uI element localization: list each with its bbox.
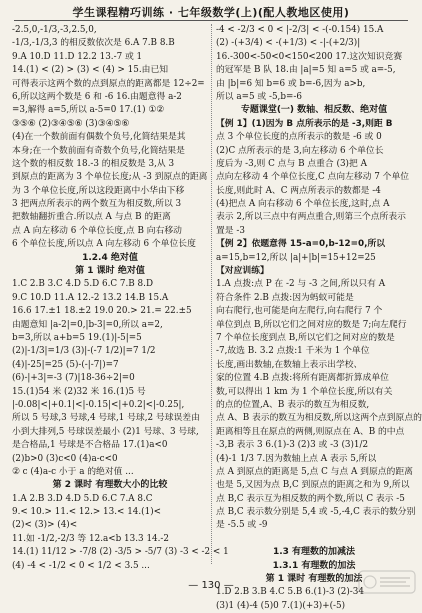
answer-line: 为 3 个单位长度,所以这段距离中小华由下移 <box>12 185 185 196</box>
answer-line: 9.< 10.> 11.< 12.> 13.< 14.(1)< <box>12 507 162 518</box>
answer-line: |-0.08|<|+0.1|<|-0.15|<|+0.2|<|-0.25|, <box>12 399 185 410</box>
answer-line: 【例 2】依题意得 15-a=0,b-12=0,所以 <box>216 239 386 250</box>
answer-line: 3 把两点所表示的两个数互为相反数,所以 3 <box>12 199 182 210</box>
answer-line: 的冠军是 B 队 18.由 |a|=5 知 a=5 或 a=-5, <box>216 65 396 76</box>
answer-line: -3,B 表示 3 6.(1)-3 (2)3 或 -3 (3)1/2 <box>216 440 369 451</box>
answer-line: 数,可以得出 1 km 为 1 个单位长度,所以有关 <box>216 386 393 397</box>
answer-line: 点 A 向左移动 6 个单位长度,点 B 向右移动 <box>12 225 182 236</box>
answer-line: 长度,画出数轴,在数轴上表示出学校、 <box>216 359 363 370</box>
answer-line: (6)-|+3|=-3 (7)|18-36÷2|=0 <box>12 373 135 384</box>
answer-line: 6,所以这两个数是 6 和 -6 16.由题意得 a-2 <box>12 91 182 102</box>
section-heading: 第 1 课时 绝对值 <box>75 266 145 277</box>
answer-line: -4 < -2/3 < 0 < |-2/3| < -(-0.154) 15.A <box>216 25 384 35</box>
answer-line: (2)< (3)> (4)< <box>12 520 78 531</box>
answer-line: 长度,则此时 A、C 两点所表示的数都是 -4 <box>216 185 381 196</box>
answer-line: 11.如 -1/2,-2/3 等 12.a<b 13.3 14.-2 <box>12 533 170 544</box>
answer-line: ② c (4)a-c 小于 a 的绝对值 ... <box>12 466 134 477</box>
column-divider <box>211 24 212 564</box>
section-heading: 第 1 课时 有理数的加法 <box>265 574 363 585</box>
answer-line: b=3,所以 a+b=5 19.(1)|-5|=5 <box>12 332 142 343</box>
answer-line: 点向左移动 4 个单位长度,C 点向左移动 7 个单位 <box>216 172 410 183</box>
left-column <box>12 24 229 571</box>
answer-line: (4)把点 A 向右移动 6 个单位长度,这时,点 A <box>216 199 390 210</box>
answer-line: 是 -5.5 或 -9 <box>216 520 268 531</box>
answer-line: 14.(1) < (2) > (3) < (4) > 15.由已知 <box>12 65 169 76</box>
answer-line: 由题意知 |a-2|=0,|b-3|=0,所以 a=2, <box>12 319 163 330</box>
answer-line: (2) -(+3/4) < -(+1/3) < -|-(+2/3)| <box>216 38 361 49</box>
answer-line: -2.5,0,-1/3,-3,2.5,0, <box>12 25 97 35</box>
answer-line: 点 3 个单位长度的点所表示的数是 -6 或 0 <box>216 132 382 143</box>
answer-line: 点 B,C 表示数分别是 5,4 或 -5,-4,C 表示的数分别 <box>216 507 416 518</box>
answer-line: 点 A 到原点的距离是 5,点 C 与点 A 到原点的距离 <box>216 466 413 477</box>
answer-line: 9.C 10.D 11.A 12.-2 13.2 14.B 15.A <box>12 292 169 303</box>
answer-line: 1.A 2.B 3.D 4.D 5.D 6.C 7.A 8.C <box>12 493 153 504</box>
answer-line: 可得表示这两个数的点到原点的距离都是 12÷2= <box>12 78 205 89</box>
answer-line: 【对应训练】 <box>216 266 269 277</box>
answer-line: 16.6 17.±1 18.±2 19.0 20.> 21.= 22.±5 <box>12 306 192 317</box>
answer-line: 7 个单位长度到点 B,所以它们之间对应的数是 <box>216 332 395 343</box>
answer-line: 14.(1) 11/12 > -7/8 (2) -3/5 > -5/7 (3) -3 < -2 < 1 <box>12 547 229 558</box>
answer-line: 置是 -3 <box>216 225 245 236</box>
answer-line: 1.C 2.B 3.C 4.D 5.D 6.C 7.B 8.D <box>12 279 153 290</box>
answer-line: (2)C 点所表示的是 3,向左移动 6 个单位长 <box>216 145 384 156</box>
answer-line: (4)-1 1/3 7.因为数轴上点 A 表示 5,所以 <box>216 453 377 464</box>
answer-line: (2)b>0 (3)c<0 (4)a-c<0 <box>12 453 118 464</box>
answer-line: 符合条件 2.B 点拨:因为蚂蚁可能是 <box>216 292 354 303</box>
answer-line: 单位到点 B,所以它们之间对应的数是 7;向左爬行 <box>216 319 407 330</box>
answer-line: -7,故选 B. 3.2 点拨:1 千米为 1 个单位 <box>216 346 370 357</box>
answer-line: 小到大排列,5 号球误差最小 (2)1 号球、3 号球, <box>12 426 199 437</box>
answer-line: a=15,b=12,所以 |a|+|b|=15+12=25 <box>216 252 376 263</box>
answer-line: 9.A 10.D 11.D 12.2 13.-7 或 1 <box>12 51 143 62</box>
answer-line: (3)1 (4)-4 (5)0 7.(1)(+3)+(-5) <box>216 600 346 611</box>
section-heading: 专题课堂(一) 数轴、相反数、绝对值 <box>240 105 388 116</box>
answer-line: 1.A 点拨:点 P 在 -2 与 -3 之间,所以只有 A <box>216 279 386 290</box>
answer-line: 向右爬行,也可能是向左爬行,向右爬行 7 个 <box>216 306 383 317</box>
page-number: — 130 — <box>188 580 234 591</box>
answer-line: 是合格品,1 号球是不合格品 17.(1)a<0 <box>12 440 168 451</box>
answer-line: -1/3,-1/3,3 的相反数依次是 6.A 7.B 8.B <box>12 38 175 49</box>
answer-line: 15.(1)54 米 (2)32 米 16.(1)5 号 <box>12 386 146 397</box>
answer-line: 16.-300<-50<0<150<200 17.这次知识竞赛 <box>216 51 403 62</box>
answer-line: 的点的位置,A、B 表示的数互为相反数, <box>216 399 370 410</box>
answer-line: (4)|-25|=25 (5)-(-|-7|)=7 <box>12 359 119 370</box>
section-heading: 1.3 有理数的加减法 <box>272 547 356 558</box>
answer-line: 由 |b|=6 知 b=6 或 b=-6,因为 a>b, <box>216 78 366 89</box>
right-column <box>216 24 422 611</box>
answer-line: (2)|-1/3|=1/3 (3)|-(-7 1/2)|=7 1/2 <box>12 346 156 357</box>
answer-line: 把数轴翻折重合.所以点 A 与点 B 的距离 <box>12 212 171 223</box>
answer-line: 【例 1】(1)因为 B 点所表示的是 -3,则距 B <box>216 118 393 129</box>
header-rule <box>14 20 408 21</box>
answer-line: 点 A、B 表示的数互为相反数,所以这两个点到原点的 <box>216 413 422 424</box>
answer-line: 表示 2,所以三点中有两点重合,则第三个点所表示 <box>216 212 406 223</box>
answer-line: ③⑤⑥ (2)③④⑤⑥ (3)③④⑤⑥ <box>12 118 130 129</box>
answer-line: (4)在一个数前面有偶数个负号,化简结果是其 <box>12 132 186 143</box>
answer-line: 距离相等且在原点的两侧,则原点在 A、B 的中点 <box>216 426 405 437</box>
answer-line: 本身;在一个数前面有奇数个负号,化简结果是 <box>12 145 185 156</box>
answer-line: 也是 5,又因为点 B,C 到原点的距离之和为 9,所以 <box>216 480 410 491</box>
answer-line: =3,解得 a=5,所以 a-5=0 17.(1) ①② <box>12 105 165 116</box>
answer-line: (4) -4 < -1/2 < 0 < 1/2 < 3.5 ... <box>12 560 150 571</box>
watermark-stamp-icon <box>358 570 416 594</box>
answer-line: 到原点的距离为 3 个单位长度;从 -3 到原点的距离 <box>12 172 208 183</box>
section-heading: 第 2 课时 有理数大小的比较 <box>52 480 168 491</box>
answer-line: 所以 a=5 或 -5,b=-6 <box>216 91 302 102</box>
answer-line <box>216 533 412 546</box>
answer-line: 家的位置 4.B 点拨:将所有距离都折算成单位 <box>216 373 389 384</box>
answer-line: 这个数的相反数 18.-3 的相反数是 3,从 3 <box>12 158 175 169</box>
answer-line: 1.D 2.B 3.B 4.C 5.B 6.(1)-3 (2)-34 <box>216 587 364 598</box>
answer-line: 6 个单位长度,所以点 A 向左移动 6 个单位长度 <box>12 239 196 250</box>
answer-line: 所以 5 号球,3 号球,4 号球,1 号球,2 号球误差由 <box>12 413 200 424</box>
section-heading: 1.2.4 绝对值 <box>82 252 138 263</box>
answer-line: 点 B,C 表示互为相反数的两个数,所以 C 表示 -5 <box>216 493 405 504</box>
page-header: 学生课程精巧训练 · 七年级数学(上)(配人教地区使用) <box>72 6 350 19</box>
answer-line: 度后为 -3,则 C 点与 B 点重合 (3)把 A <box>216 158 367 169</box>
section-heading: 1.3.1 有理数的加法 <box>272 560 356 571</box>
